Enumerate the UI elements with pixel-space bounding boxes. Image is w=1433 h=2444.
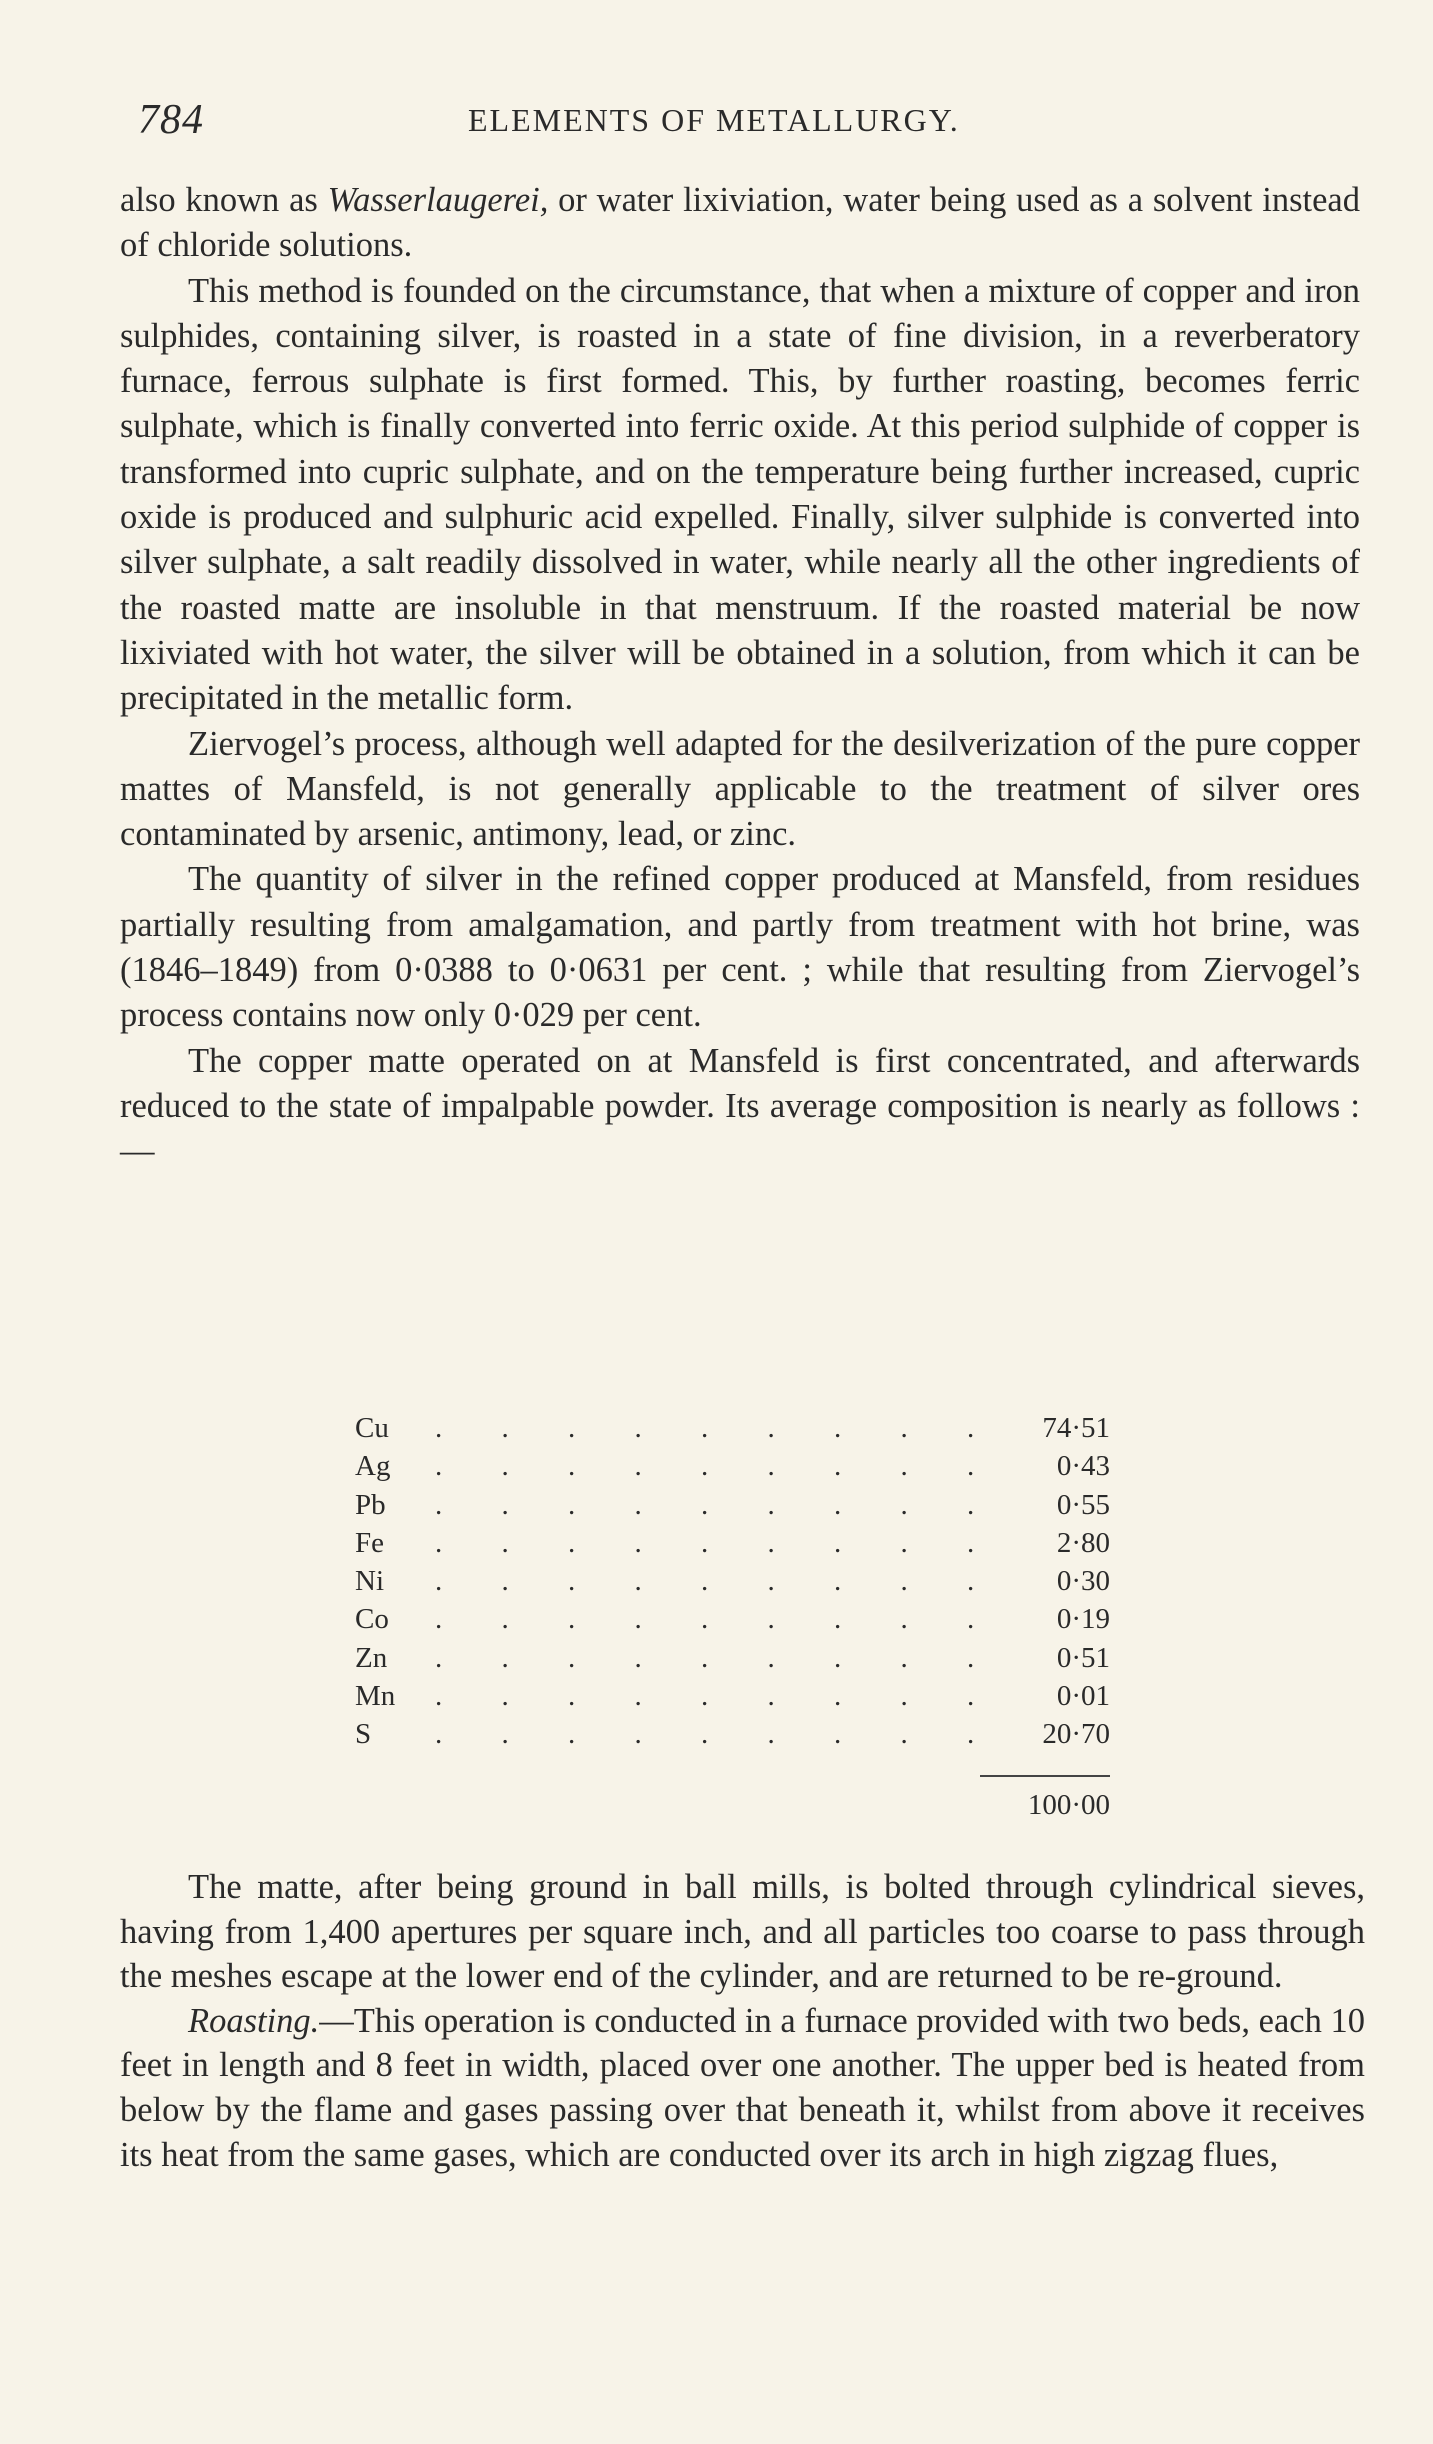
element-percentage: 0·30 xyxy=(1056,1565,1110,1598)
element-percentage: 0·51 xyxy=(1056,1641,1110,1674)
element-symbol: Co xyxy=(355,1603,389,1636)
dot-leader: . . . . . . . . . xyxy=(435,1641,1001,1674)
composition-row xyxy=(355,1603,1110,1641)
composition-row xyxy=(355,1718,1110,1756)
element-percentage: 0·19 xyxy=(1056,1603,1110,1636)
paragraph-3: Ziervogel’s process, although well adapted for the desilverization of the pure copper mattes of Mansfeld, is not generally applicable to the treatment of silver ores contaminated by arsenic, antimony, lead, or zinc. xyxy=(120,724,1360,854)
running-head: ELEMENTS OF METALLURGY. xyxy=(468,102,960,138)
element-symbol: Pb xyxy=(355,1488,386,1521)
composition-row xyxy=(355,1527,1110,1565)
element-symbol: Cu xyxy=(355,1412,389,1444)
paragraph-7: Roasting.—This operation is conducted in a furnace provided with two beds, each 10 feet in length and 8 feet in width, placed over one another. The upper bed is heated from below by the flame and gases passing over that beneath it, whilst from above it receives its heat from the same gases, which are conducted over its arch in high zigzag flues, xyxy=(120,2001,1365,2174)
element-symbol: Ag xyxy=(355,1450,391,1483)
dot-leader: . . . . . . . . . xyxy=(435,1488,1001,1521)
element-symbol: S xyxy=(355,1718,372,1751)
composition-row xyxy=(355,1450,1110,1488)
page-number: 784 xyxy=(138,97,204,143)
element-percentage: 0·43 xyxy=(1056,1450,1110,1483)
composition-row xyxy=(355,1642,1110,1680)
paragraph-4: The quantity of silver in the refined copper produced at Mansfeld, from residues partially resulting from amalgamation, and partly from treatment with hot brine, was (1846–1849) from 0·0388 to 0·0631 per cent. ; while that resulting from Ziervogel’s process contains now only 0·029 per cent. xyxy=(120,860,1360,1035)
composition-row xyxy=(355,1412,1110,1450)
dot-leader: . . . . . . . . . xyxy=(435,1680,1001,1713)
element-symbol: Zn xyxy=(355,1641,388,1674)
element-percentage: 2·80 xyxy=(1056,1526,1110,1559)
paragraph-2: This method is founded on the circumstance, that when a mixture of copper and iron sulphides, containing silver, is roasted in a state of fine division, in a reverberatory furnace, ferrous sulphate is first formed. This, by further roasting, becomes ferric sulphate, which is finally converted into ferric oxide. At this period sulphide of copper is transformed into cupric sulphate, and on the temperature being further increased, cupric oxide is produced and sulphuric acid expelled. Finally, silver sulphide is converted into silver sulphate, a salt readily dissolved in water, while nearly all the other ingredients of the roasted matte are insoluble in that menstruum. If the roasted material be now lixiviated with hot water, the silver will be obtained in a solution, from which it can be precipitated in the metallic form. xyxy=(120,271,1360,718)
paragraph-5: The copper matte operated on at Mansfeld is first concentrated, and afterwards reduced to the state of impalpable powder. Its average composition is nearly as follows :— xyxy=(120,1041,1360,1171)
total-rule xyxy=(980,1775,1110,1777)
element-percentage: 0·01 xyxy=(1056,1680,1110,1713)
element-symbol: Ni xyxy=(355,1565,384,1598)
composition-row xyxy=(355,1489,1110,1527)
element-symbol: Fe xyxy=(355,1526,384,1559)
composition-table xyxy=(355,1412,1110,1822)
dot-leader: . . . . . . . . . xyxy=(435,1718,1001,1751)
body-text-lower xyxy=(120,1865,1365,2177)
page-header xyxy=(138,96,1378,156)
dot-leader: . . . . . . . . . xyxy=(435,1526,1001,1559)
section-heading-roasting: Roasting. xyxy=(188,2001,320,2040)
paragraph-1: also known as Wasserlaugerei, or water lixiviation, water being used as a solvent instead of chloride solutions. xyxy=(120,181,1360,265)
dot-leader: . . . . . . . . . xyxy=(435,1450,1001,1483)
composition-row xyxy=(355,1565,1110,1603)
paragraph-6: The matte, after being ground in ball mills, is bolted through cylindrical sieves, having from 1,400 apertures per square inch, and all particles too coarse to pass through the meshes escape at the lower end of the cylinder, and are returned to be re-ground. xyxy=(120,1868,1365,1996)
element-percentage: 0·55 xyxy=(1056,1488,1110,1521)
element-symbol: Mn xyxy=(355,1680,396,1713)
dot-leader: . . . . . . . . . xyxy=(435,1603,1001,1636)
dot-leader: . . . . . . . . . xyxy=(435,1565,1001,1598)
element-percentage: 74·51 xyxy=(1042,1412,1110,1444)
body-text-upper xyxy=(120,178,1360,1175)
composition-row xyxy=(355,1680,1110,1718)
italic-term: Wasserlaugerei, xyxy=(327,181,549,219)
dot-leader: . . . . . . . . . xyxy=(435,1412,1001,1444)
composition-total: 100·00 xyxy=(1027,1788,1110,1821)
composition-rows xyxy=(355,1412,1110,1757)
element-percentage: 20·70 xyxy=(1042,1718,1110,1751)
